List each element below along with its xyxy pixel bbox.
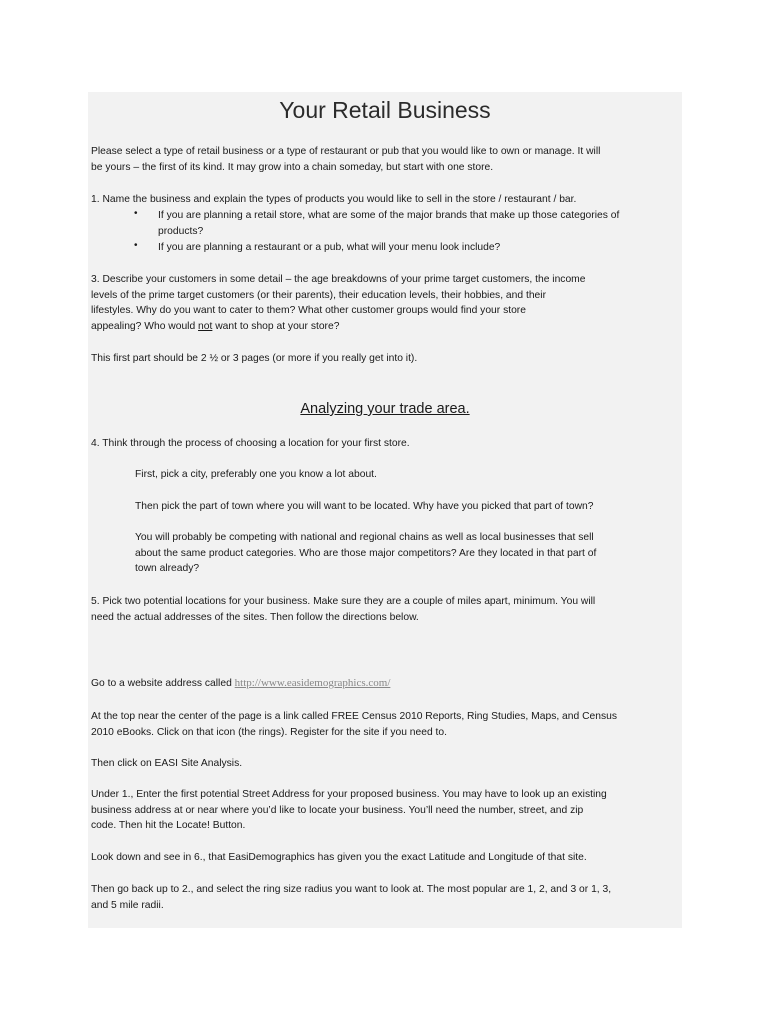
section-heading: Analyzing your trade area. [300, 401, 470, 417]
question-4: 4. Think through the process of choosing a location for your first store. [91, 438, 410, 449]
under-1-paragraph [91, 787, 607, 834]
at-top-line: 2010 eBooks. Click on that icon (the rings). Register for the site if you need to. [91, 726, 448, 738]
q4-paragraph-town: Then pick the part of town where you will want to be located. Why have you picked that part of town? [135, 501, 594, 512]
bullet-item-retail [158, 208, 619, 239]
bullet-marker: • [134, 240, 138, 251]
website-link[interactable]: http://www.easidemographics.com/ [234, 677, 391, 689]
intro-line-2: be yours – the first of its kind. It may grow into a chain someday, but start with one store. [91, 161, 494, 173]
question-3-text: want to shop at your store? [212, 320, 340, 332]
bullet-item-line: products? [158, 225, 204, 237]
q4-line: You will probably be competing with national and regional chains as well as local businesses that sell [135, 532, 594, 543]
document-page [88, 92, 682, 928]
q4-paragraph-competitors [135, 530, 596, 577]
underlined-word: not [198, 320, 213, 332]
intro-paragraph [91, 144, 600, 175]
bullet-marker: • [134, 208, 138, 219]
length-note: This first part should be 2 ½ or 3 pages (or more if you really get into it). [91, 353, 418, 364]
go-back-line: and 5 mile radii. [91, 899, 164, 911]
question-3-text: appealing? Who would [91, 320, 199, 332]
website-text: Go to a website address called [91, 678, 235, 689]
question-3-line: 3. Describe your customers in some detail – the age breakdowns of your prime target customers, the income [91, 274, 586, 285]
question-3-line: levels of the prime target customers (or their parents), their education levels, their hobbies, and their [91, 289, 547, 301]
question-5-line: 5. Pick two potential locations for your business. Make sure they are a couple of miles apart, minimum. You will [91, 596, 596, 607]
go-back-line: Then go back up to 2., and select the ring size radius you want to look at. The most popular are 1, 2, and 3 or 1, 3, [91, 884, 612, 895]
question-3 [91, 272, 585, 334]
question-1: 1. Name the business and explain the types of products you would like to sell in the store / restaurant / bar. [91, 194, 577, 205]
q4-paragraph-city: First, pick a city, preferably one you know a lot about. [135, 469, 377, 480]
question-3-line [91, 319, 585, 335]
q4-line: about the same product categories. Who are those major competitors? Are they located in that part of [135, 547, 597, 559]
under-1-line: code. Then hit the Locate! Button. [91, 820, 246, 831]
go-back-paragraph [91, 882, 611, 913]
intro-line-1: Please select a type of retail business or a type of restaurant or pub that you would like to own or manage. It will [91, 146, 601, 157]
under-1-line: business address at or near where you’d like to locate your business. You’ll need the number, street, and zip [91, 804, 584, 816]
then-click-paragraph: Then click on EASI Site Analysis. [91, 758, 243, 769]
at-top-paragraph [91, 709, 617, 740]
bullet-item-restaurant: If you are planning a restaurant or a pub, what will your menu look include? [158, 242, 501, 253]
bullet-item-line: If you are planning a retail store, what are some of the major brands that make up those categories of [158, 210, 620, 221]
at-top-line: At the top near the center of the page is a link called FREE Census 2010 Reports, Ring Studies, Maps, and Census [91, 711, 618, 722]
question-5-line: need the actual addresses of the sites. Then follow the directions below. [91, 611, 419, 623]
question-5 [91, 594, 595, 625]
q4-line: town already? [135, 563, 200, 574]
question-3-line: lifestyles. Why do you want to cater to them? What other customer groups would find your store [91, 305, 526, 316]
look-down-paragraph: Look down and see in 6., that EasiDemographics has given you the exact Latitude and Longitude of that site. [91, 852, 587, 863]
website-paragraph [91, 676, 390, 692]
page-title: Your Retail Business [279, 97, 491, 123]
under-1-line: Under 1., Enter the first potential Street Address for your proposed business. You may have to look up an existing [91, 789, 607, 800]
